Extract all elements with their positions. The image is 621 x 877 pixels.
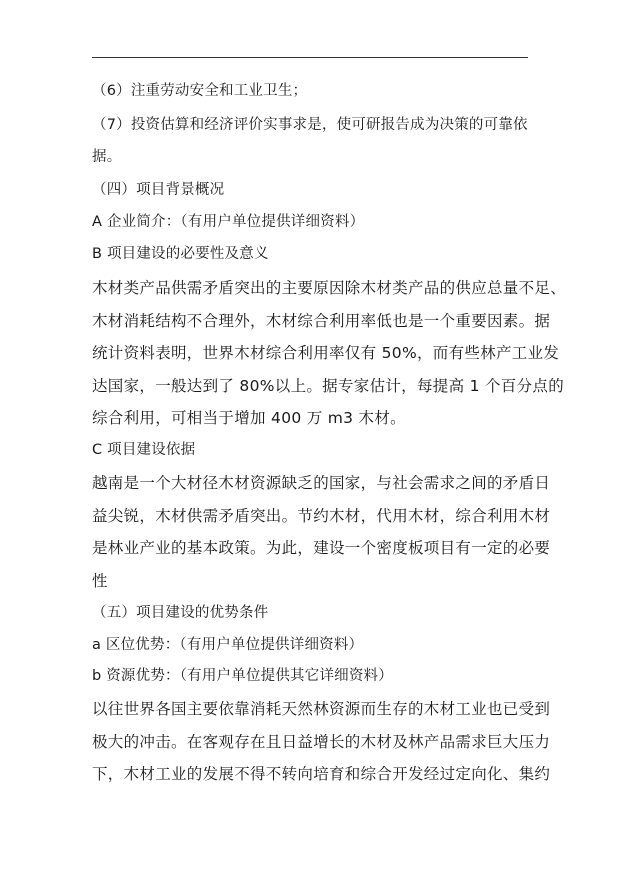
c-paragraph xyxy=(92,467,551,597)
paragraph-line: 统计资料表明，世界木材综合利用率仅有 50%，而有些林产工业发 xyxy=(92,344,560,362)
b-resource-heading: b 资源优势：（有用户单位提供其它详细资料） xyxy=(92,668,393,684)
section-5-heading: （五）项目建设的优势条件 xyxy=(92,605,269,621)
item-7: （7）投资估算和经济评价实事求是，使可研报告成为决策的可靠依 xyxy=(92,117,528,133)
b-paragraph xyxy=(92,272,567,435)
paragraph-line: 下，木材工业的发展不得不转向培育和综合开发经过定向化、集约 xyxy=(92,765,551,783)
item-6: （6）注重劳动安全和工业卫生； xyxy=(92,83,308,99)
paragraph-line: 性 xyxy=(92,571,108,590)
paragraph-line: 越南是一个大材径木材资源缺乏的国家，与社会需求之间的矛盾日 xyxy=(92,474,551,492)
paragraph-line: 综合利用，可相当于增加 400 万 m3 木材。 xyxy=(92,409,406,427)
paragraph-line: 益尖锐，木材供需矛盾突出。节约木材，代用木材，综合利用木材 xyxy=(92,506,551,525)
paragraph-line: 达国家，一般达到了 80%以上。据专家估计，每提高 1 个百分点的 xyxy=(92,376,564,395)
final-paragraph xyxy=(92,693,551,791)
paragraph-line: 木材消耗结构不合理外，木材综合利用率低也是一个重要因素。据 xyxy=(92,311,551,330)
a-enterprise-heading: A 企业简介：（有用户单位提供详细资料） xyxy=(92,214,365,230)
a-location-heading: a 区位优势：（有用户单位提供详细资料） xyxy=(92,637,364,653)
paragraph-line: 以往世界各国主要依靠消耗天然林资源而生存的木材工业也已受到 xyxy=(92,700,551,718)
b-necessity-heading: B 项目建设的必要性及意义 xyxy=(92,246,269,262)
c-basis-heading: C 项目建设依据 xyxy=(92,442,196,458)
paragraph-line: 木材类产品供需矛盾突出的主要原因除木材类产品的供应总量不足、 xyxy=(92,279,567,297)
section-4-heading: （四）项目背景概况 xyxy=(92,182,225,198)
paragraph-line: 是林业产业的基本政策。为此，建设一个密度板项目有一定的必要 xyxy=(92,539,551,557)
item-7-continuation: 据。 xyxy=(92,149,122,165)
header-rule xyxy=(92,57,528,58)
paragraph-line: 极大的冲击。在客观存在且日益增长的木材及林产品需求巨大压力 xyxy=(92,732,551,751)
